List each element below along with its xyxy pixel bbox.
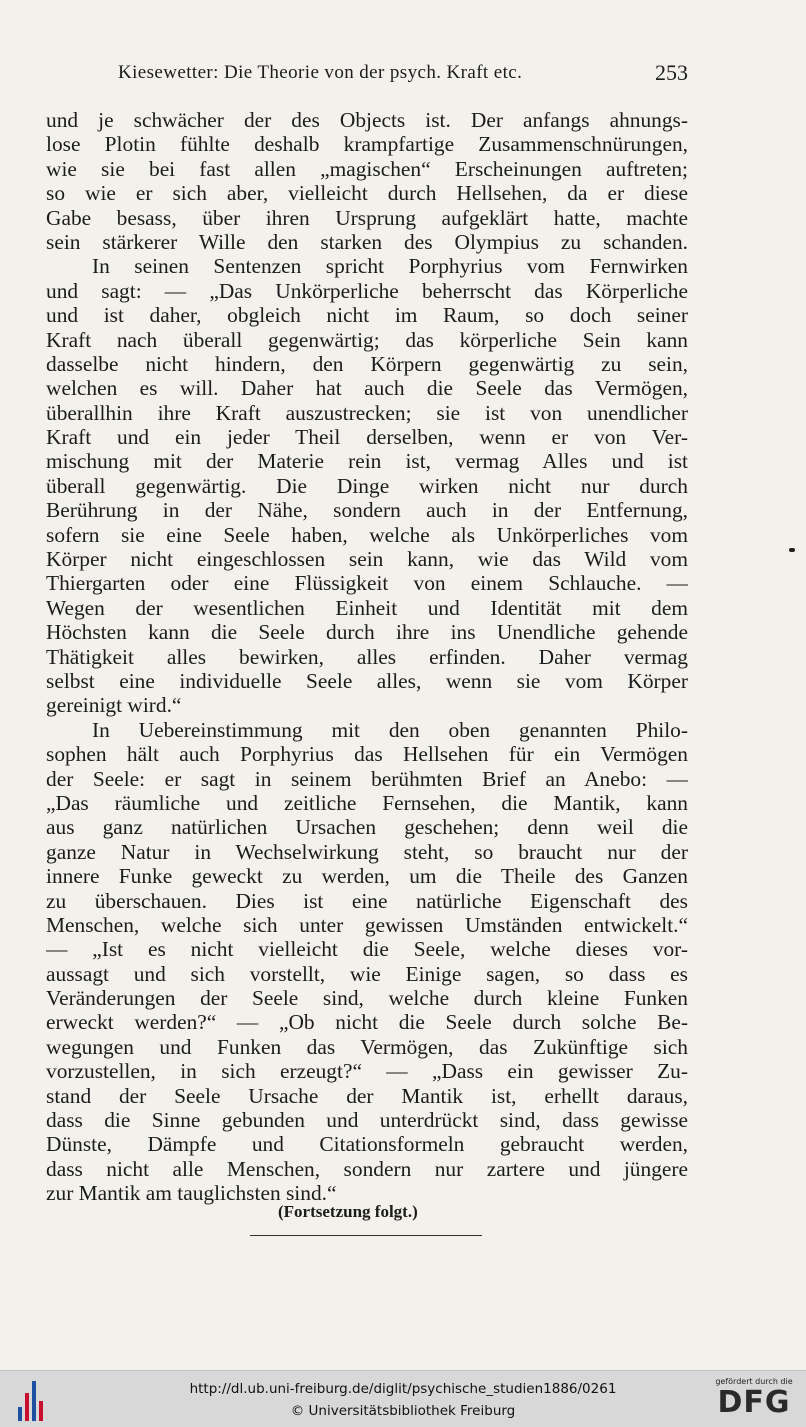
- text-line: ganze Natur in Wechselwirkung steht, so braucht nur der: [46, 839, 688, 864]
- text-line: sofern sie eine Seele haben, welche als Unkörperliches vom: [46, 522, 688, 547]
- text-line: Thiergarten oder eine Flüssigkeit von einem Schlauche. —: [46, 571, 688, 596]
- text-line: aus ganz natürlichen Ursachen geschehen; denn weil die: [46, 815, 688, 840]
- text-line: — „Ist es nicht vielleicht die Seele, welche dieses vor-: [46, 937, 688, 962]
- text-line: wie sie bei fast allen „magischen“ Erscheinungen auftreten;: [46, 156, 688, 181]
- text-line: Höchsten kann die Seele durch ihre ins Unendliche gehende: [46, 620, 688, 645]
- text-line: zur Mantik am tauglichsten sind.“: [46, 1181, 337, 1206]
- text-line: so wie er sich aber, vielleicht durch Hellsehen, da er diese: [46, 181, 688, 206]
- text-line: Berührung in der Nähe, sondern auch in der Entfernung,: [46, 498, 688, 523]
- text-line: stand der Seele Ursache der Mantik ist, erhellt daraus,: [46, 1083, 688, 1108]
- text-line: sophen hält auch Porphyrius das Hellsehen für ein Vermögen: [46, 742, 688, 767]
- text-line: vorzustellen, in sich erzeugt?“ — „Dass ein gewisser Zu-: [46, 1059, 688, 1084]
- dfg-logo-text: DFG: [717, 1385, 791, 1420]
- text-line: dass die Sinne gebunden und unterdrückt sind, dass gewisse: [46, 1108, 688, 1133]
- text-line: Menschen, welche sich unter gewissen Umständen entwickelt.“: [46, 912, 688, 937]
- text-line: sein stärkerer Wille den starken des Olympius zu schanden.: [46, 229, 688, 254]
- text-line: mischung mit der Materie rein ist, vermag Alles und ist: [46, 449, 688, 474]
- text-line: gereinigt wird.“: [46, 693, 182, 718]
- text-line: Thätigkeit alles bewirken, alles erfinden. Daher vermag: [46, 644, 688, 669]
- text-line: Gabe besass, über ihren Ursprung aufgeklärt hatte, machte: [46, 205, 688, 230]
- text-line: Körper nicht eingeschlossen sein kann, wie das Wild vom: [46, 547, 688, 572]
- text-line: dasselbe nicht hindern, den Körpern gegenwärtig zu sein,: [46, 351, 688, 376]
- margin-mark: [789, 548, 795, 552]
- running-title: Kiesewetter: Die Theorie von der psych. Kraft etc.: [118, 62, 523, 83]
- text-line: und sagt: — „Das Unkörperliche beherrscht das Körperliche: [46, 278, 688, 303]
- text-line: innere Funke geweckt zu werden, um die Theile des Ganzen: [46, 864, 688, 889]
- text-line: und ist daher, obgleich nicht im Raum, so doch seiner: [46, 303, 688, 328]
- text-line: In Uebereinstimmung mit den oben genannten Philo-: [92, 717, 688, 742]
- text-line: dass nicht alle Menschen, sondern nur zartere und jüngere: [46, 1156, 688, 1181]
- text-line: aussagt und sich vorstellt, wie Einige sagen, so dass es: [46, 961, 688, 986]
- text-line: wegungen und Funken das Vermögen, das Zukünftige sich: [46, 1034, 688, 1059]
- text-line: zu überschauen. Dies ist eine natürliche Eigenschaft des: [46, 888, 688, 913]
- end-rule: [250, 1235, 482, 1236]
- continuation-note: (Fortsetzung folgt.): [278, 1202, 418, 1221]
- running-header: [118, 62, 688, 88]
- text-line: In seinen Sentenzen spricht Porphyrius vom Fernwirken: [92, 254, 688, 279]
- copyright-notice: © Universitätsbibliothek Freiburg: [290, 1403, 516, 1419]
- text-line: Wegen der wesentlichen Einheit und Identität mit dem: [46, 595, 688, 620]
- text-line: Veränderungen der Seele sind, welche durch kleine Funken: [46, 986, 688, 1011]
- text-line: Dünste, Dämpfe und Citationsformeln gebraucht werden,: [46, 1132, 688, 1157]
- body-text: [46, 108, 688, 1206]
- text-line: „Das räumliche und zeitliche Fernsehen, die Mantik, kann: [46, 790, 688, 815]
- dfg-logo: [712, 1377, 796, 1420]
- text-line: und je schwächer der des Objects ist. Der anfangs ahnungs-: [46, 108, 688, 132]
- text-line: der Seele: er sagt in seinem berühmten Brief an Anebo: —: [46, 766, 688, 791]
- footer-bar: [0, 1370, 806, 1427]
- text-line: Kraft nach überall gegenwärtig; das körperliche Sein kann: [46, 327, 688, 352]
- dfg-funding-label: gefördert durch die: [715, 1377, 793, 1386]
- text-line: welchen es will. Daher hat auch die Seele das Vermögen,: [46, 376, 688, 401]
- permalink-url[interactable]: http://dl.ub.uni-freiburg.de/diglit/psychische_studien1886/0261: [189, 1381, 617, 1397]
- page-number: 253: [655, 60, 688, 85]
- text-line: überall gegenwärtig. Die Dinge wirken nicht nur durch: [46, 473, 688, 498]
- text-line: überallhin ihre Kraft auszustrecken; sie ist von unendlicher: [46, 400, 688, 425]
- text-line: erweckt werden?“ — „Ob nicht die Seele durch solche Be-: [46, 1010, 688, 1035]
- text-line: lose Plotin fühlte deshalb krampfartige Zusammenschnürungen,: [46, 132, 688, 157]
- text-line: Kraft und ein jeder Theil derselben, wenn er von Ver-: [46, 425, 688, 450]
- text-line: selbst eine individuelle Seele alles, wenn sie vom Körper: [46, 668, 688, 693]
